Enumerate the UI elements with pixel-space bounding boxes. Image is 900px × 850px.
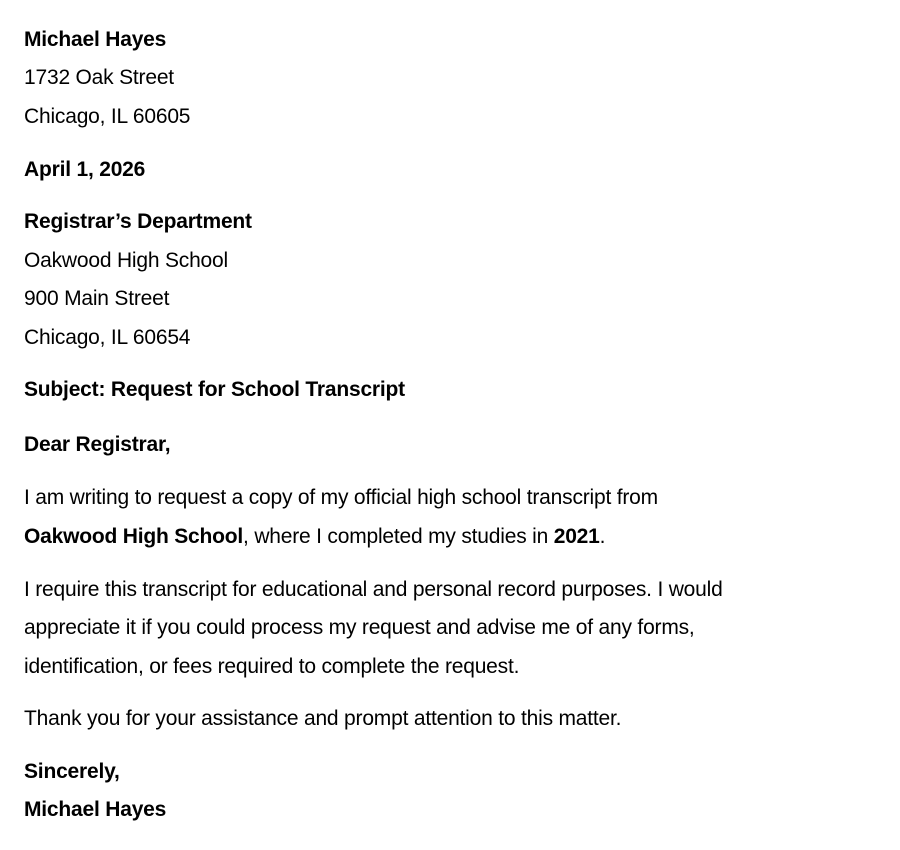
paragraph-2-line-1: I require this transcript for educational and personal record purposes. I would — [24, 578, 723, 601]
paragraph-1-line-2 — [24, 523, 605, 551]
graduation-year-bold: 2021 — [553, 525, 600, 548]
paragraph-2-line-2: appreciate it if you could process my request and advise me of any forms, — [24, 616, 695, 639]
letter-date: April 1, 2026 — [24, 158, 146, 181]
paragraph-2-line-3: identification, or fees required to complete the request. — [24, 655, 520, 678]
recipient-department: Registrar’s Department — [24, 210, 252, 233]
paragraph-1-line-1: I am writing to request a copy of my official high school transcript from — [24, 486, 658, 509]
recipient-school: Oakwood High School — [24, 249, 228, 272]
recipient-city: Chicago, IL 60654 — [24, 326, 191, 349]
sender-street: 1732 Oak Street — [24, 66, 174, 89]
recipient-street: 900 Main Street — [24, 287, 170, 310]
sender-city: Chicago, IL 60605 — [24, 105, 191, 128]
school-name-bold: Oakwood High School — [24, 525, 244, 548]
salutation: Dear Registrar, — [24, 433, 171, 456]
signature: Michael Hayes — [24, 798, 167, 821]
closing: Sincerely, — [24, 760, 120, 783]
paragraph-3: Thank you for your assistance and prompt attention to this matter. — [24, 707, 622, 730]
paragraph-1-middle-text: , where I completed my studies in — [243, 525, 554, 548]
sender-name: Michael Hayes — [24, 28, 167, 51]
paragraph-1-period: . — [599, 525, 606, 548]
subject-line: Subject: Request for School Transcript — [24, 378, 405, 401]
